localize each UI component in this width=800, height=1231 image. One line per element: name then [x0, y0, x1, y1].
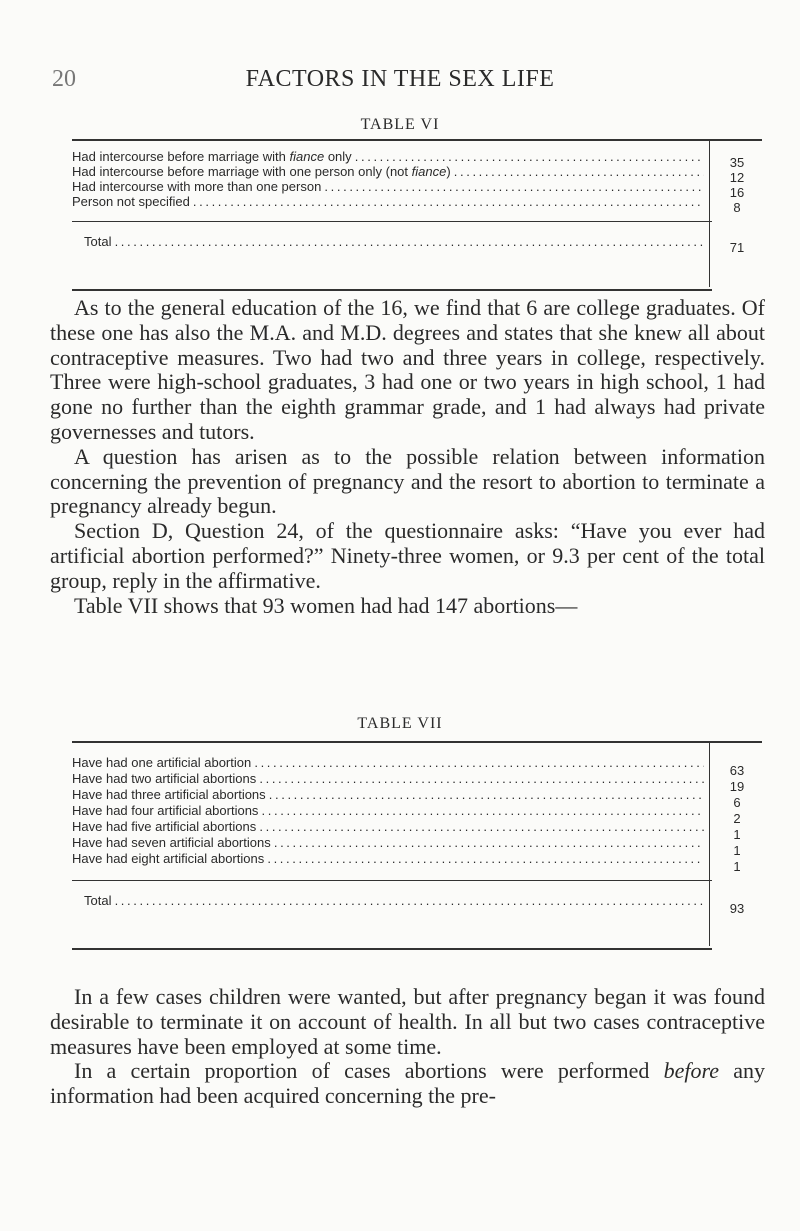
paragraph: A question has arisen as to the possible relation between information concerning the prevention of pregnancy and the resort to abortion to terminate a pregnancy already begun.	[50, 443, 765, 519]
paragraph: Table VII shows that 93 women had had 147 abortions—	[74, 592, 578, 618]
table-row: Have had one artificial abortion . . . 63	[72, 755, 762, 771]
running-head: FACTORS IN THE SEX LIFE	[245, 66, 555, 92]
table-row: Had intercourse before marriage with one person only (not fiance) . . . 12	[72, 164, 762, 180]
page-number: 20	[52, 66, 76, 92]
paragraph: As to the general education of the 16, we find that 6 are college graduates. Of these one has also the M.A. and M.D. degrees and states that she knew all about contraceptive measures. Two had two and three years in college, respectively. Three were high-school graduates, 3 had one or two years in high school, 1 had gone no further than the eighth grammar grade, and 1 had always had private governesses and tutors.	[50, 295, 765, 444]
table-row: Person not specified . . . 8	[72, 194, 762, 210]
table-row: Have had two artificial abortions . . . 19	[72, 771, 762, 787]
paragraph: Section D, Question 24, of the questionnaire asks: “Have you ever had artificial abortion performed?” Ninety-three women, or 9.3 per cent of the total group, reply in the affirmative.	[50, 518, 765, 593]
paragraph: In a certain proportion of cases abortions were performed before any information had been acquired concerning the pre-	[50, 1058, 766, 1109]
table-row: Have had four artificial abortions . . . 2	[72, 803, 762, 819]
body-text-b	[50, 985, 765, 1109]
body-text-a	[50, 296, 765, 618]
total-row: Total . . . 71	[72, 234, 762, 250]
table-6-title: TABLE VI	[360, 116, 440, 133]
table-row: Had intercourse before marriage with fiance only . . . 35	[72, 149, 762, 165]
table-6	[72, 139, 762, 291]
table-row: Have had seven artificial abortions . . . 1	[72, 835, 762, 851]
table-row: Have had five artificial abortions . . . 1	[72, 819, 762, 835]
table-rule	[72, 880, 712, 881]
total-row: Total . . . 93	[72, 893, 762, 909]
table-rule	[72, 948, 712, 950]
paragraph: In a few cases children were wanted, but after pregnancy began it was found desirable to terminate it on account of health. In all but two cases contraceptive measures have been employed at some time.	[50, 984, 765, 1059]
table-rule	[72, 221, 712, 222]
table-row: Have had eight artificial abortions . . . 1	[72, 851, 762, 867]
table-row: Had intercourse with more than one person . . . 16	[72, 179, 762, 195]
table-7-title: TABLE VII	[357, 715, 443, 732]
table-rule	[72, 289, 712, 291]
table-row: Have had three artificial abortions . . . 6	[72, 787, 762, 803]
table-7	[72, 741, 762, 950]
